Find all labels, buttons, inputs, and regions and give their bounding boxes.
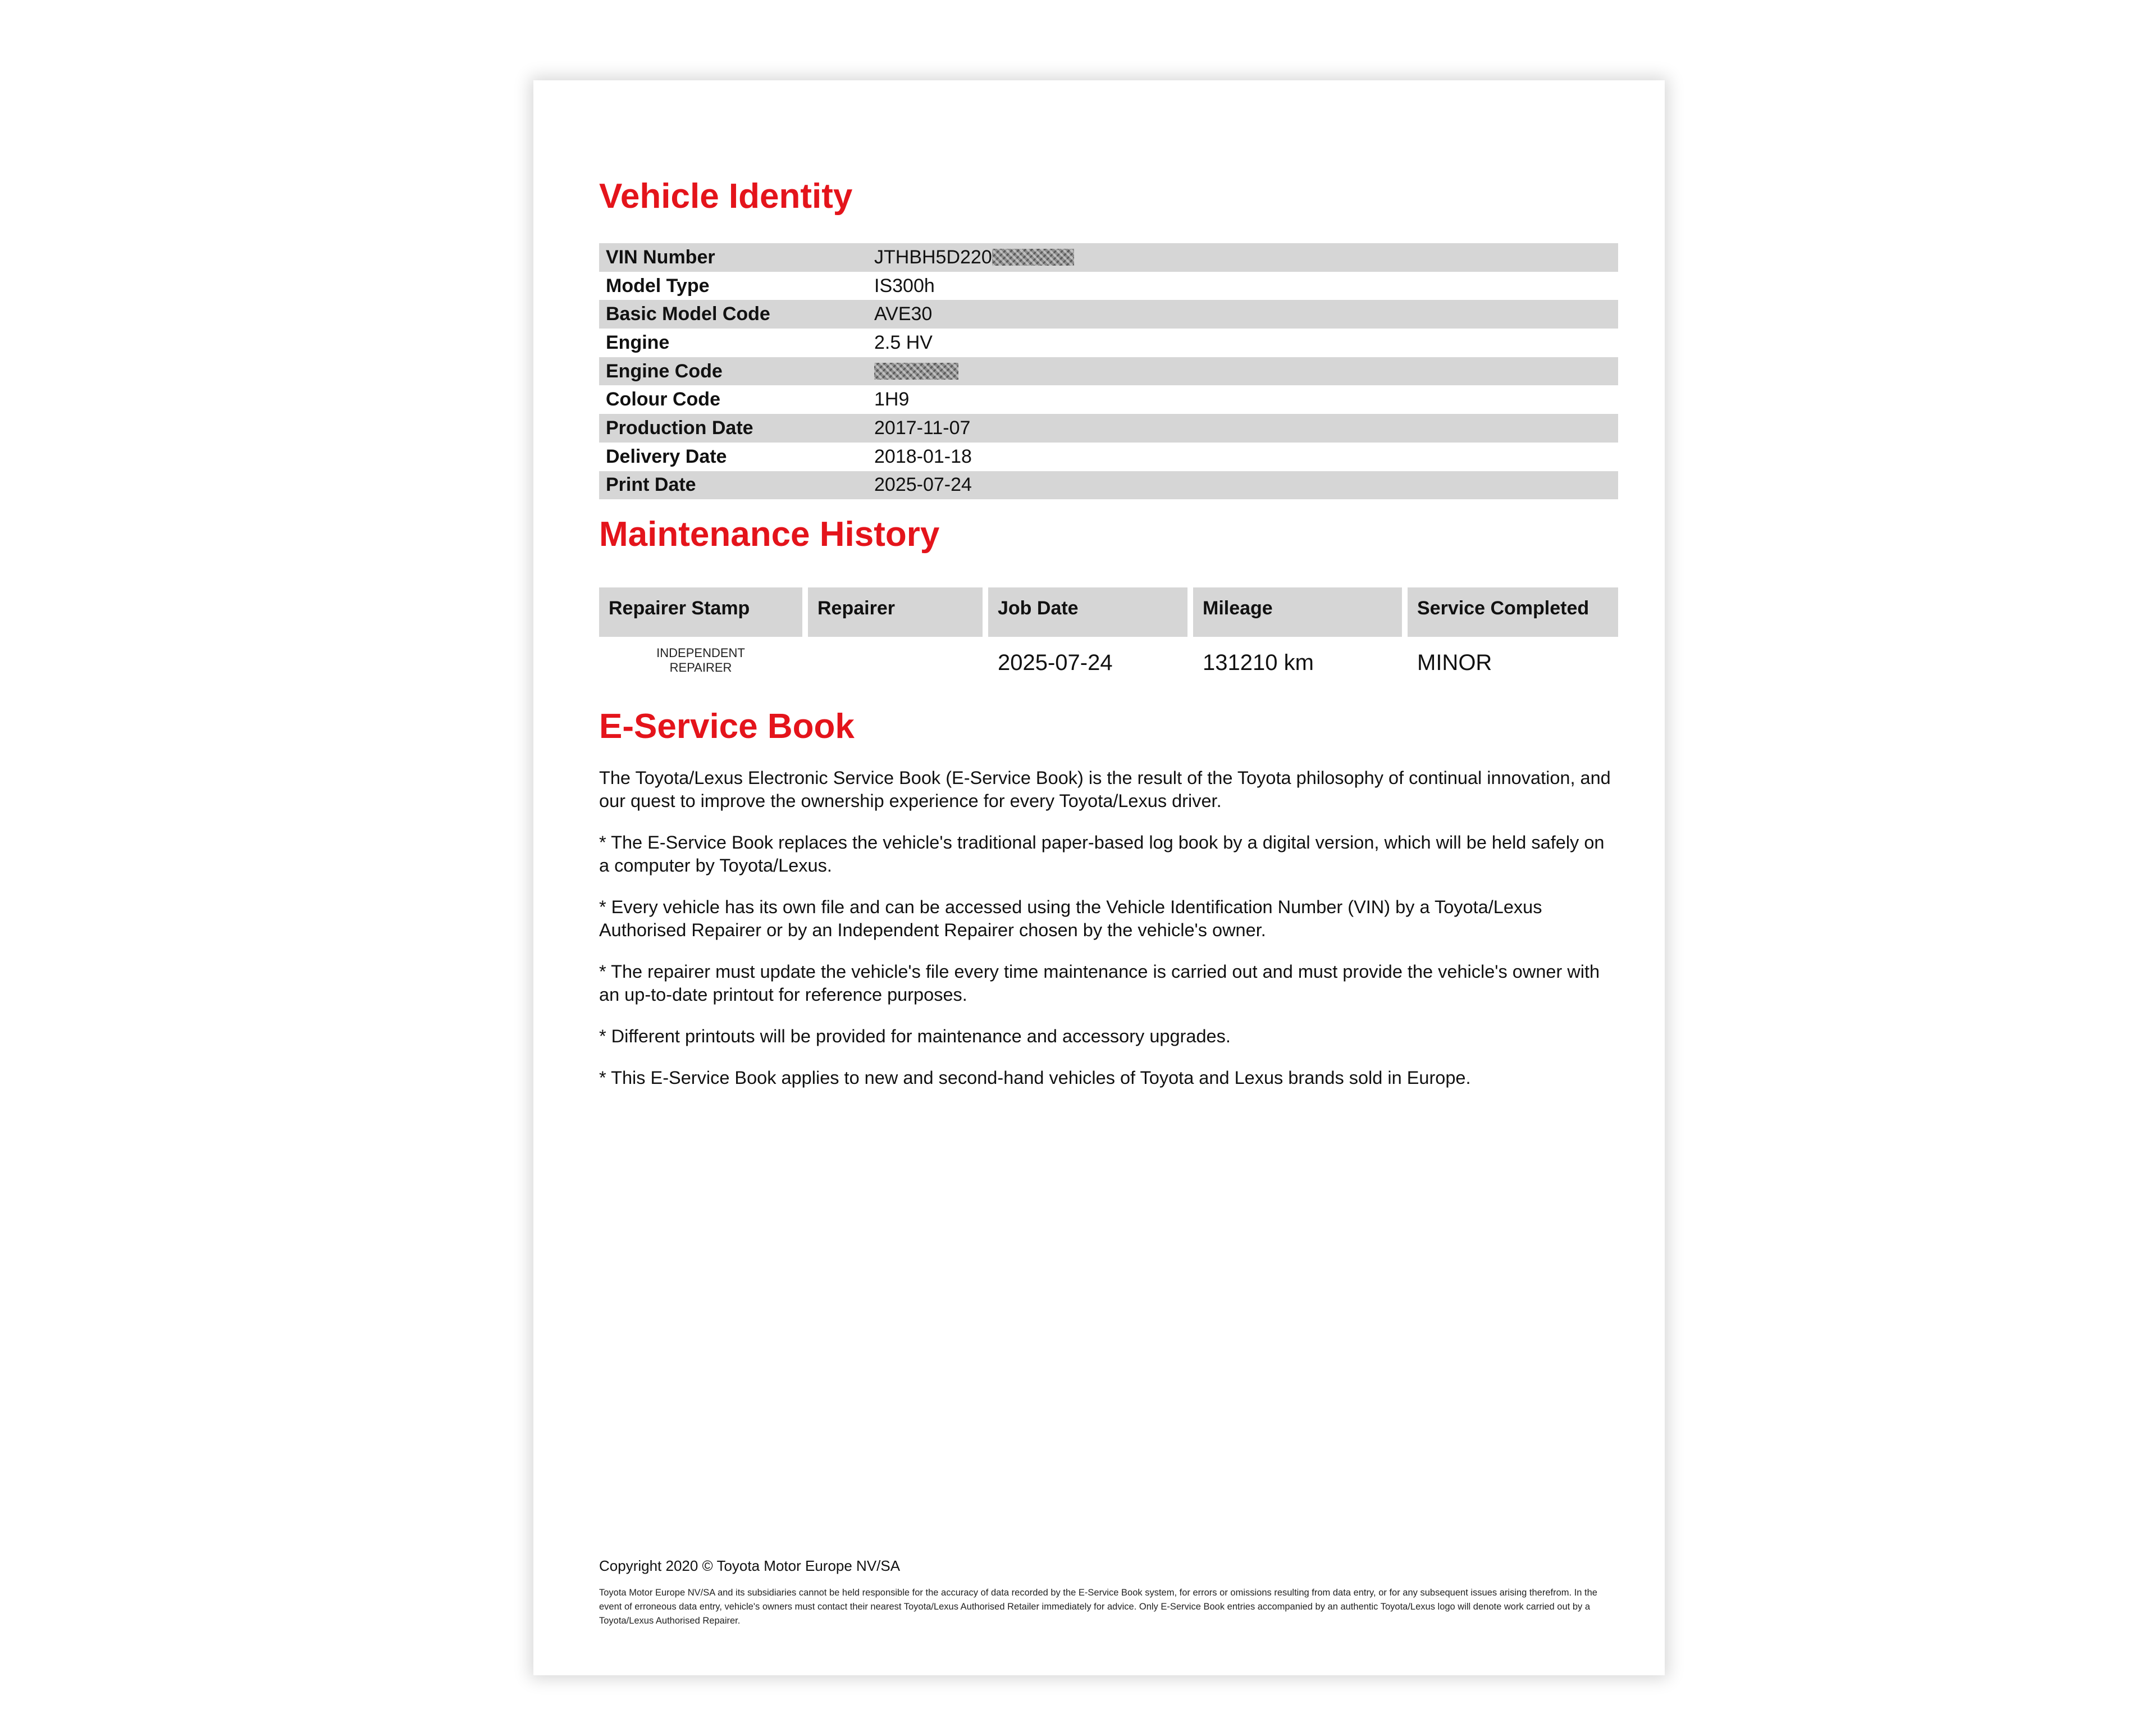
- vin-row: [599, 243, 1618, 272]
- stamp-line-2: REPAIRER: [669, 660, 732, 674]
- engine-code-value: [874, 361, 958, 382]
- e-service-book-heading: E-Service Book: [599, 707, 855, 746]
- production-date-row: [599, 414, 1618, 443]
- copyright-notice: Copyright 2020 © Toyota Motor Europe NV/SA: [599, 1557, 901, 1574]
- engine-code-label: Engine Code: [606, 360, 723, 382]
- bullet-paragraph-3: * The repairer must update the vehicle's file every time maintenance is carried out and must provide the vehicle's owner with an up-to-date printout for reference purposes.: [599, 961, 1600, 1005]
- colour-code-value: 1H9: [874, 389, 910, 411]
- vin-label: VIN Number: [606, 246, 715, 268]
- header-service-completed: Service Completed: [1408, 587, 1618, 637]
- mileage-value: 131210 km: [1203, 650, 1314, 675]
- disclaimer-text: Toyota Motor Europe NV/SA and its subsidiaries cannot be held responsible for the accuracy of data recorded by the E-Service Book system, for errors or omissions resulting from data entry, or for any subsequent issues arising therefrom. In the event of erroneous data entry, vehicle's owners must contact their nearest Toyota/Lexus Authorised Retailer immediately for advice. Only E-Service Book entries accompanied by an authentic Toyota/Lexus logo will denote work carried out by a Toyota/Lexus Authorised Repairer.: [599, 1588, 1597, 1626]
- production-date-label: Production Date: [606, 417, 753, 439]
- engine-code-redacted-block: [874, 363, 958, 380]
- vehicle-identity-heading: Vehicle Identity: [599, 177, 853, 216]
- bullet-paragraph-2: * Every vehicle has its own file and can be accessed using the Vehicle Identification Number (VIN) by a Toyota/Lexus Authorised Repairer or by an Independent Repairer chosen by the vehicle's owner.: [599, 897, 1542, 940]
- vin-redacted-block: [992, 249, 1074, 266]
- document-page: [533, 80, 1665, 1675]
- vin-value: [874, 247, 1074, 268]
- header-repairer-stamp: Repairer Stamp: [599, 587, 802, 637]
- basic-model-code-value: AVE30: [874, 303, 933, 325]
- page-footer: [599, 1557, 1618, 1628]
- engine-label: Engine: [606, 331, 670, 353]
- header-repairer: Repairer: [808, 587, 983, 637]
- delivery-date-value: 2018-01-18: [874, 445, 972, 467]
- engine-row: [599, 329, 1618, 357]
- engine-value: 2.5 HV: [874, 331, 933, 353]
- page-content: [599, 80, 1619, 1675]
- delivery-date-label: Delivery Date: [606, 445, 727, 467]
- maintenance-entry-row: [599, 639, 1618, 690]
- engine-code-row: [599, 357, 1618, 386]
- header-mileage: Mileage: [1193, 587, 1402, 637]
- delivery-date-row: [599, 443, 1618, 471]
- basic-model-code-label: Basic Model Code: [606, 303, 770, 325]
- vin-visible-part: JTHBH5D220: [874, 246, 992, 268]
- bullet-paragraph-5: * This E-Service Book applies to new and second-hand vehicles of Toyota and Lexus brands sold in Europe.: [599, 1068, 1471, 1088]
- job-date-value: 2025-07-24: [998, 650, 1113, 675]
- intro-paragraph: The Toyota/Lexus Electronic Service Book (E-Service Book) is the result of the Toyota philosophy of continual innovation, and our quest to improve the ownership experience for every Toyota/Lexus driver.: [599, 768, 1611, 811]
- model-type-label: Model Type: [606, 275, 710, 297]
- e-service-book-body: [599, 767, 1618, 1108]
- vehicle-identity-table: [599, 243, 1618, 499]
- maintenance-table-header: [599, 587, 1618, 637]
- stamp-line-1: INDEPENDENT: [656, 646, 745, 660]
- maintenance-history-heading: Maintenance History: [599, 515, 940, 554]
- model-type-value: IS300h: [874, 275, 935, 297]
- print-date-row: [599, 471, 1618, 500]
- bullet-paragraph-1: * The E-Service Book replaces the vehicle's traditional paper-based log book by a digital version, which will be held safely on a computer by Toyota/Lexus.: [599, 832, 1605, 876]
- colour-code-row: [599, 385, 1618, 414]
- basic-model-code-row: [599, 300, 1618, 329]
- production-date-value: 2017-11-07: [874, 417, 971, 439]
- bullet-paragraph-4: * Different printouts will be provided for maintenance and accessory upgrades.: [599, 1026, 1231, 1046]
- service-completed-value: MINOR: [1417, 650, 1492, 675]
- colour-code-label: Colour Code: [606, 389, 720, 411]
- header-job-date: Job Date: [988, 587, 1187, 637]
- model-type-row: [599, 272, 1618, 300]
- repairer-stamp: [599, 646, 802, 675]
- print-date-label: Print Date: [606, 474, 696, 496]
- print-date-value: 2025-07-24: [874, 474, 972, 496]
